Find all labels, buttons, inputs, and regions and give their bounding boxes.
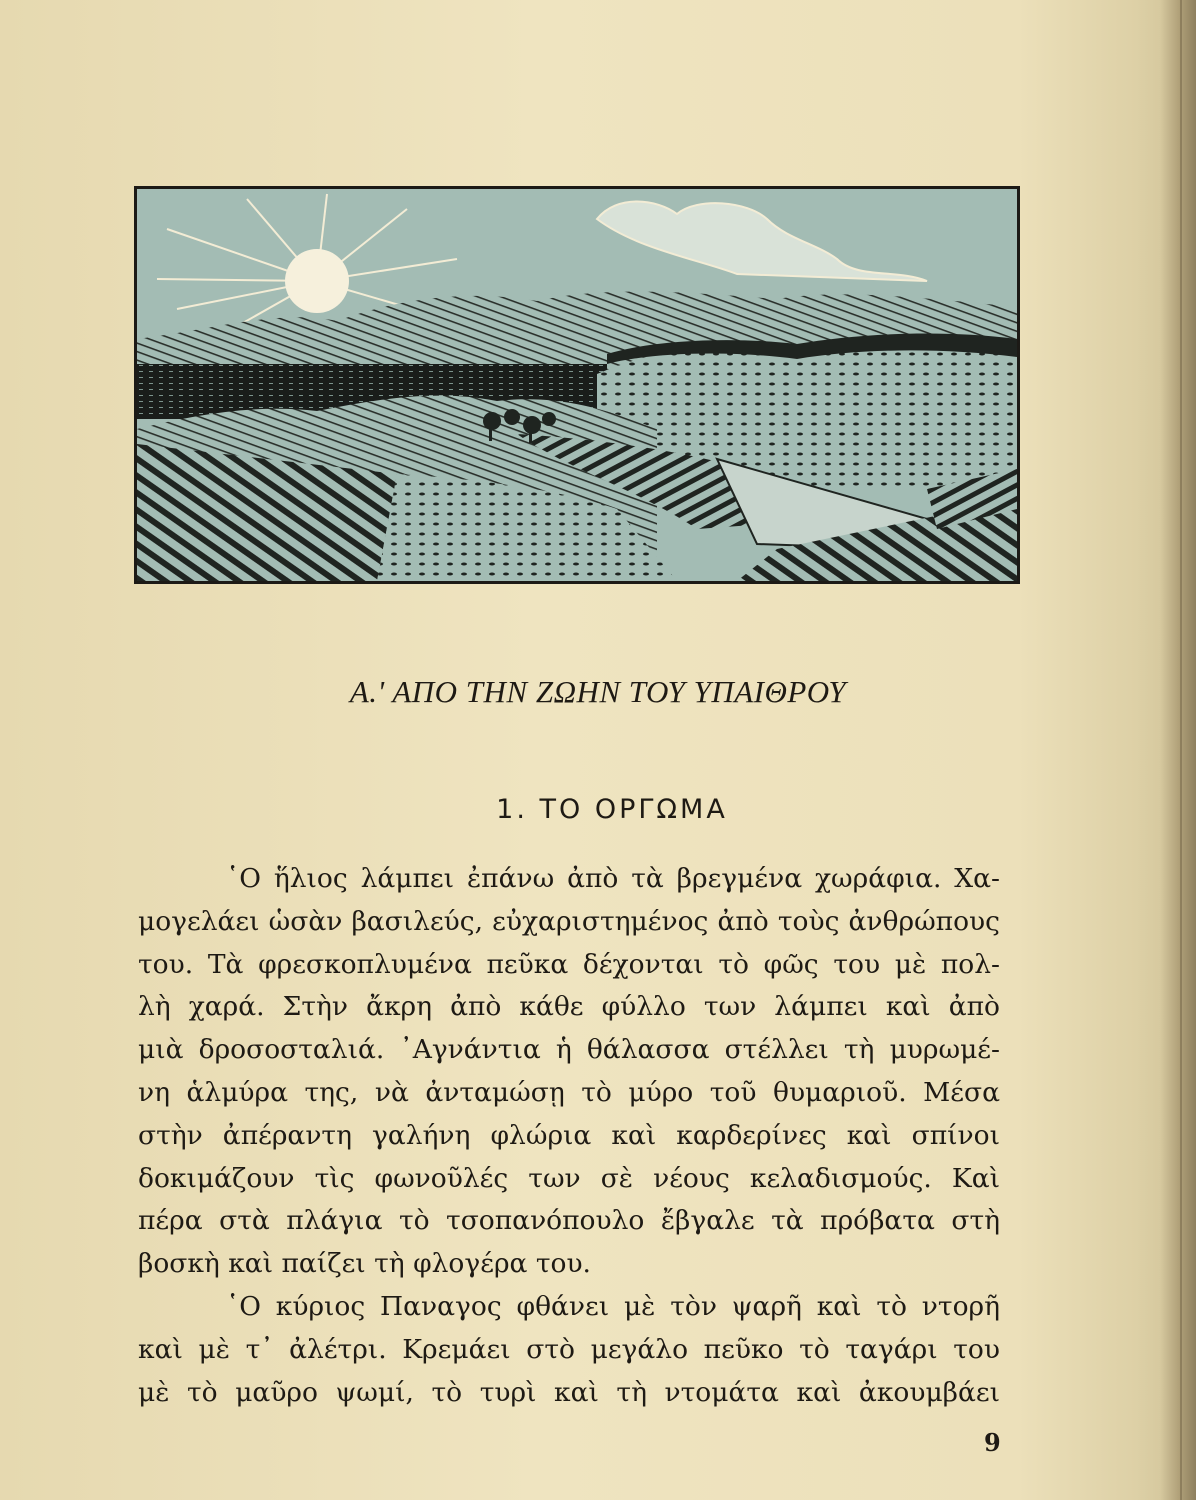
text-line: νη ἁλμύρα της, νὰ ἀνταμώσῃ τὸ μύρο τοῦ θυμαριοῦ. Μέσα	[138, 1076, 1000, 1108]
section-heading: Α.' ΑΠΟ ΤΗΝ ΖΩΗΝ ΤΟΥ ΥΠΑΙΘΡΟΥ	[349, 674, 847, 709]
text-line: μογελάει ὡσὰν βασιλεύς, εὐχαριστημένος ἀπὸ τοὺς ἀνθρώπους	[138, 905, 1000, 937]
text-line: μιὰ δροσοσταλιά. ᾿Αγνάντια ἡ θάλασσα στέλλει τὴ μυρωμέ-	[138, 1034, 1000, 1066]
text-line: πέρα στὰ πλάγια τὸ τσοπανόπουλο ἔβγαλε τὰ πρόβατα στὴ	[138, 1205, 1000, 1237]
chapter-number: 1.	[496, 794, 528, 825]
text-line: ῾Ο ἥλιος λάμπει ἐπάνω ἀπὸ τὰ βρεγμένα χωράφια. Χα-	[226, 863, 1000, 894]
chapter-name: ΤΟ ΟΡΓΩΜΑ	[539, 794, 728, 825]
text-line: καὶ μὲ τ᾿ ἀλέτρι. Κρεμάει στὸ μεγάλο πεῦκο τὸ ταγάρι του	[138, 1333, 1000, 1365]
chapter-title	[0, 794, 1196, 825]
landscape-engraving	[137, 189, 1017, 581]
sun	[285, 249, 349, 313]
text-line: δοκιμάζουν τὶς φωνοῦλές των σὲ νέους κελαδισμούς. Καὶ	[138, 1162, 1000, 1194]
text-line: μὲ τὸ μαῦρο ψωμί, τὸ τυρὶ καὶ τὴ ντομάτα καὶ ἀκουμβάει	[138, 1376, 1000, 1408]
landscape-illustration	[134, 186, 1020, 584]
text-line: λὴ χαρά. Στὴν ἄκρη ἀπὸ κάθε φύλλο των λάμπει καὶ ἀπὸ	[138, 991, 1000, 1023]
page-number: 9	[984, 1428, 1001, 1457]
text-line: ῾Ο κύριος Παναγος φθάνει μὲ τὸν ψαρῆ καὶ τὸ ντορῆ	[226, 1290, 1000, 1322]
text-line: του. Τὰ φρεσκοπλυμένα πεῦκα δέχονται τὸ φῶς του μὲ πολ-	[138, 948, 1000, 980]
text-line: βοσκὴ καὶ παίζει τὴ φλογέρα του.	[138, 1248, 591, 1280]
text-line: στὴν ἀπέραντη γαλήνη φλώρια καὶ καρδερίνες καὶ σπίνοι	[138, 1119, 1000, 1151]
body-text	[138, 858, 1000, 1414]
page-edge-line	[1180, 0, 1182, 1500]
page-edge-shadow	[1160, 0, 1196, 1500]
